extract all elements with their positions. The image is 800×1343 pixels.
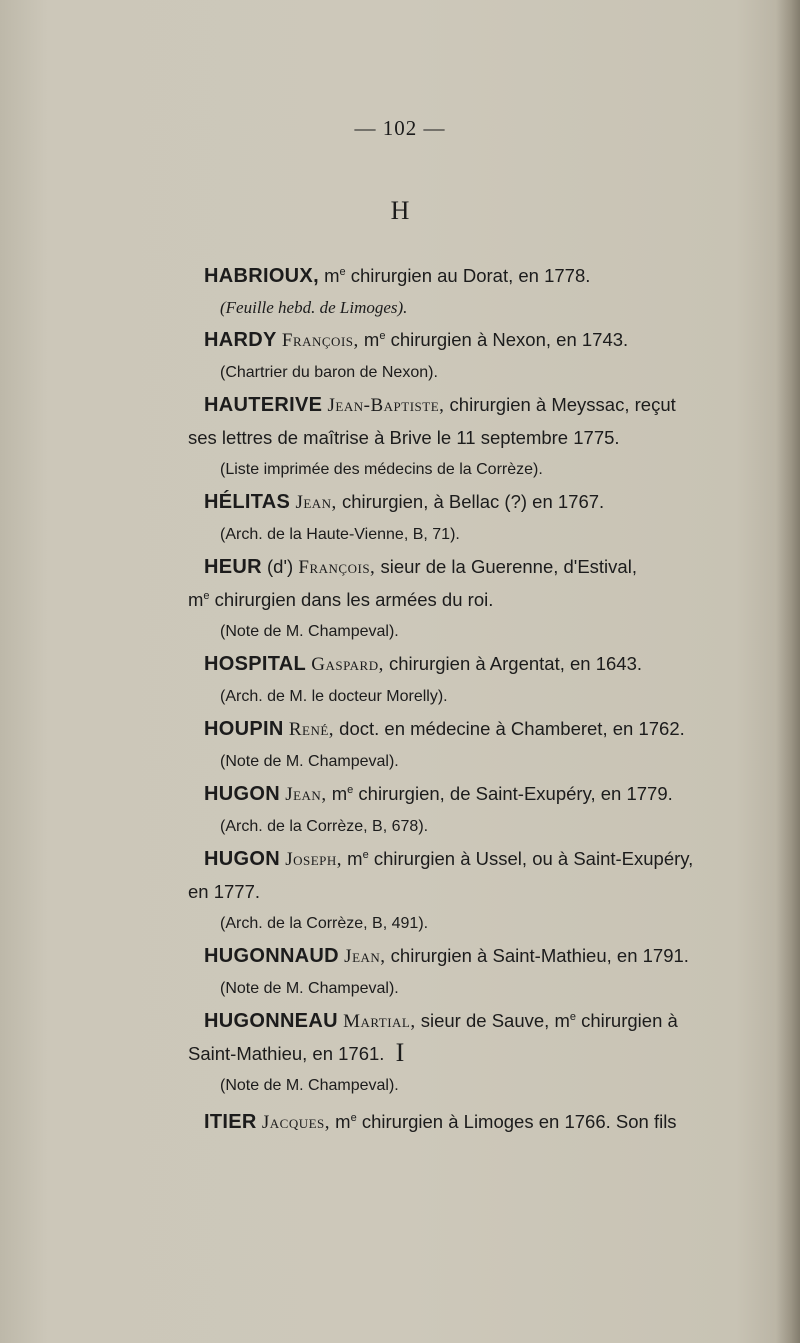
entry-line: HOSPITAL Gaspard, chirurgien à Argentat, en 1643. (204, 653, 643, 675)
entry-source: (Chartrier du baron de Nexon). (220, 364, 438, 381)
entry-hospital (188, 648, 736, 713)
entry-line: HEUR (d') François, sieur de la Guerenne, d'Estival, (204, 556, 637, 578)
entry-source: (Note de M. Champeval). (220, 980, 399, 997)
entry-houpin (188, 713, 736, 778)
entry-continuation: $m^e$ chirurgien dans les armées du roi. (188, 589, 494, 610)
entries-list (188, 260, 736, 1102)
entry-continuation: Saint-Mathieu, en 1761. (188, 1043, 385, 1064)
entry-line: HUGON Jean, $m^e$ chirurgien, de Saint-Exupéry, en 1779. (204, 783, 673, 805)
entry-hauterive (188, 389, 736, 486)
entry-line: HAUTERIVE Jean-Baptiste, chirurgien à Meyssac, reçut (204, 394, 676, 416)
entry-source: (Note de M. Champeval). (220, 1077, 399, 1094)
entry-line: HÉLITAS Jean, chirurgien, à Bellac (?) en 1767. (204, 491, 605, 513)
entry-hardy (188, 324, 736, 389)
entry-line: HUGON Joseph, $m^e$ chirurgien à Ussel, ou à Saint-Exupéry, (204, 848, 694, 870)
entry-source: (Feuille hebd. de Limoges). (220, 298, 408, 317)
entry-hugon-joseph (188, 843, 736, 940)
entry-source: (Liste imprimée des médecins de la Corrèze). (220, 461, 543, 478)
entry-line: ITIER Jacques, $m^e$ chirurgien à Limoges en 1766. Son fils (204, 1111, 677, 1133)
entry-line: HARDY François, $m^e$ chirurgien à Nexon, en 1743. (204, 329, 629, 351)
section-heading-i: I (395, 1038, 405, 1067)
entry-hugon-jean (188, 778, 736, 843)
entry-source: (Arch. de M. le docteur Morelly). (220, 688, 448, 705)
entry-source: (Arch. de la Haute-Vienne, B, 71). (220, 526, 460, 543)
entry-heur (188, 551, 736, 648)
entry-continuation: ses lettres de maîtrise à Brive le 11 septembre 1775. (188, 427, 620, 448)
entry-hugonnaud (188, 940, 736, 1005)
entry-source: (Note de M. Champeval). (220, 623, 399, 640)
entry-source: (Note de M. Champeval). (220, 753, 399, 770)
section-heading-h: H (390, 196, 410, 225)
entry-line: HABRIOUX, $m^e$ chirurgien au Dorat, en 1778. (204, 265, 591, 287)
entry-line: HUGONNEAU Martial, sieur de Sauve, $m^e$ chirurgien à (204, 1010, 678, 1032)
entry-source: (Arch. de la Corrèze, B, 678). (220, 818, 429, 835)
entry-line: HOUPIN René, doct. en médecine à Chamberet, en 1762. (204, 718, 685, 740)
entry-habrioux (188, 260, 736, 324)
page-number: — 102 — (354, 116, 446, 140)
entry-helitas (188, 486, 736, 551)
entry-continuation: en 1777. (188, 881, 261, 902)
entry-itier (188, 1106, 736, 1139)
entry-line: HUGONNAUD Jean, chirurgien à Saint-Mathieu, en 1791. (204, 945, 689, 967)
entry-source: (Arch. de la Corrèze, B, 491). (220, 915, 429, 932)
